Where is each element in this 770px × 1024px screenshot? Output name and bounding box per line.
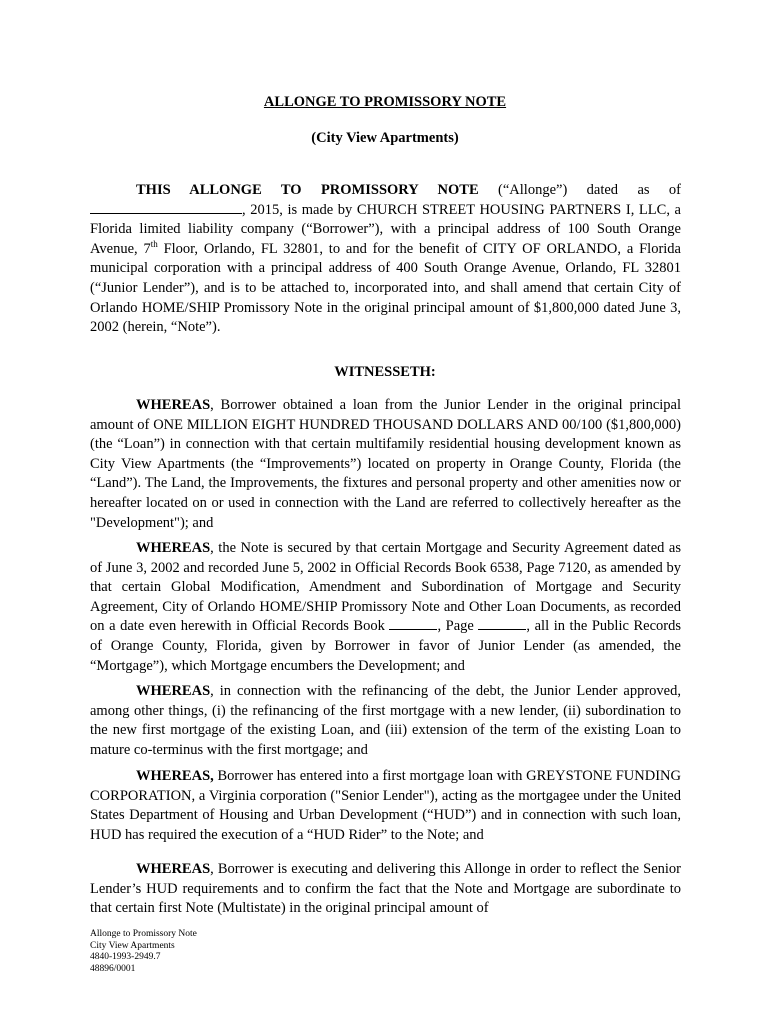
intro-paragraph (90, 181, 681, 338)
book-blank (389, 617, 437, 630)
document-footer (90, 929, 197, 975)
intro-lead: THIS ALLONGE TO PROMISSORY NOTE (136, 182, 479, 198)
footer-line-1: Allonge to Promissory Note (90, 929, 197, 939)
footer-line-2: City View Apartments (90, 940, 175, 951)
footer-line-4: 48896/0001 (90, 963, 136, 974)
page-blank (478, 617, 526, 630)
whereas-paragraph-2 (90, 539, 681, 676)
whereas-2-text-c: , all in the Public Records of Orange County, Florida, given by Borrower in favor of Junior Lender (as amended, the “Mortgage”), which Mortgage encumbers the Development; and (90, 618, 681, 674)
intro-text-c: Floor, Orlando, FL 32801, to and for the benefit of CITY OF ORLANDO, a Florida municipal corporation with a principal address of 400 South Orange Avenue, Orlando, FL 32801 (“Junior Lender”), and is to be attached to, incorporated into, and shall amend that certain City of Orlando HOME/SHIP Promissory Note in the original principal amount of $1,800,000 dated June 3, 2002 (herein, “Note”). (90, 240, 681, 336)
whereas-2-text-a: , the Note is secured by that certain Mortgage and Security Agreement dated as of June 3, 2002 and recorded June 5, 2002 in Official Records Book 6538, Page 7120, as amended by that certain Global Modification, Amendment and Subordination of Mortgage and Security Agreement, City of Orlando HOME/SHIP Promissory Note and Other Loan Documents, as recorded on a date even herewith in Official Records Book (90, 540, 681, 635)
whereas-5-text: , Borrower is executing and delivering this Allonge in order to reflect the Senior Lender’s HUD requirements and to confirm the fact that the Note and Mortgage are subordinate to that certain first Note (Multistate) in the original principal amount of (90, 861, 681, 917)
whereas-3-lead: WHEREAS (136, 683, 211, 699)
whereas-2-text-b: , Page (437, 618, 479, 635)
document-title: ALLONGE TO PROMISSORY NOTE (263, 94, 507, 110)
whereas-4-text: Borrower has entered into a first mortgage loan with GREYSTONE FUNDING CORPORATION, a Virginia corporation ("Senior Lender"), acting as the mortgagee under the United States Department of Housing and Urban Development (“HUD”) and in connection with such loan, HUD has required the execution of a “HUD Rider” to the Note; and (90, 768, 681, 843)
whereas-paragraph-4 (90, 767, 681, 845)
whereas-5-lead: WHEREAS (136, 861, 211, 877)
intro-text-a: (“Allonge”) dated as of (478, 182, 681, 198)
whereas-3-text: , in connection with the refinancing of the debt, the Junior Lender approved, among other things, (i) the refinancing of the first mortgage with a new lender, (ii) subordination to the new first mortgage of the existing Loan, and (iii) extension of the term of the existing Loan to mature co-terminus with the first mortgage; and (90, 683, 681, 758)
footer-line-3: 4840-1993-2949.7 (90, 952, 161, 962)
whereas-paragraph-1 (90, 396, 681, 533)
whereas-paragraph-3 (90, 682, 681, 760)
date-blank (90, 201, 242, 214)
whereas-2-lead: WHEREAS (136, 540, 211, 556)
whereas-4-lead: WHEREAS, (136, 768, 214, 784)
intro-text-b: , 2015, is made by CHURCH STREET HOUSING PARTNERS I, LLC, a Florida limited liability company (“Borrower”), with a principal address of 100 South Orange Avenue, 7 (90, 201, 681, 257)
whereas-1-lead: WHEREAS (136, 397, 211, 413)
document-subtitle: (City View Apartments) (311, 130, 459, 146)
intro-sup: th (150, 238, 158, 249)
whereas-1-text: , Borrower obtained a loan from the Junior Lender in the original principal amount of ONE MILLION EIGHT HUNDRED THOUSAND DOLLARS AND 00/100 ($1,800,000) (the “Loan”) in connection with that certain multifamily residential housing development known as City View Apartments (the “Improvements”) located on property in Orange County, Florida (the “Land”). The Land, the Improvements, the fixtures and personal property and other amenities now or hereafter located on or used in connection with the Land are referred to collectively hereafter as the "Development"); and (90, 397, 681, 531)
witnesseth-heading: WITNESSETH: (334, 364, 436, 380)
whereas-paragraph-5 (90, 860, 681, 919)
